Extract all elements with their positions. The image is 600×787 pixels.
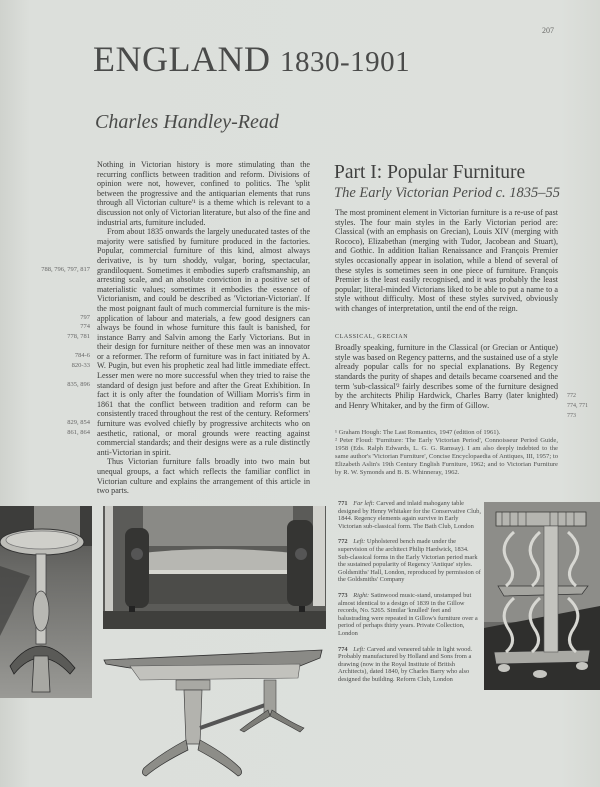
caption-text: Satinwood music-stand, unstamped but almost identical to a design of 1839 in the Gillow records, No. 5265. Similar 'knulled' feet and balustrading were repeated in Gillow's furniture over a period of perhaps thirty years. Private Collection, London <box>338 591 478 637</box>
caption-number: 774 <box>338 645 348 653</box>
footnote: ² Peter Floud: 'Furniture: The Early Victorian Period', Connoisseur Period Guide, 1958 (Eds. Ralph Edwards, L. G. G. Ramsay). I am also deeply indebted to the same author's 'Victorian Furniture', Concise Encyclopaedia of Antiques, III, 1957; to Elizabeth Aslin's 19th Century English Furniture, 1962; and to Victorian Furniture by R. W. Symonds and B. B. Whinneray, 1962. <box>335 437 558 477</box>
caption-771 <box>338 500 482 530</box>
figure-ref: 774 <box>80 323 90 330</box>
title-years: 1830-1901 <box>279 46 411 78</box>
trestle-table-illustration <box>100 636 330 784</box>
caption-position: Left: <box>353 645 366 653</box>
figure-ref: 861, 864 <box>67 429 90 436</box>
subsection-heading: CLASSICAL, GRECIAN <box>335 333 409 340</box>
caption-text: Carved and veneered table in light wood. Probably manufactured by Holland and Sons from a drawing (now in the Royal Institute of British Architects), dated 1840, by Charles Barry who also designed the building. Reform Club, London <box>338 645 473 683</box>
figure-ref: 829, 854 <box>67 419 90 426</box>
caption-774 <box>338 646 482 684</box>
figure-771-pedestal-table <box>0 506 92 698</box>
paragraph: Broadly speaking, furniture in the Classical (or Grecian or Antique) style was based on Regency patterns, and the sustained use of a style already popular calls for no special explanations. By Regency standards the purity of shapes and details became coarsened and the term 'sub-classical'² fairly describes some of the furniture designed by the architects Philip Hardwick, Charles Barry (later knighted) and Henry Whitaker, and by the firm of Gillow. <box>335 343 558 410</box>
figure-773-music-stand <box>484 502 600 690</box>
section-subtitle: The Early Victorian Period c. 1835–55 <box>334 185 561 201</box>
caption-text: Upholstered bench made under the supervision of the architect Philip Hardwick, 1834. Sub-classical forms in the Early Victorian period mark the sustained popularity of Regency 'Antique' styles. Goldsmiths' Hall, London, reproduced by permission of the Goldsmiths' Company <box>338 538 481 584</box>
footnote: ¹ Graham Hough: The Last Romantics, 1947 (edition of 1961). <box>335 429 501 436</box>
figure-774-carved-table <box>100 636 330 784</box>
caption-772 <box>338 538 482 584</box>
left-text-column <box>97 160 310 496</box>
caption-number: 771 <box>338 500 348 507</box>
author-name: Charles Handley-Read <box>95 111 279 133</box>
caption-position: Left: <box>353 538 366 546</box>
figure-ref: 773 <box>567 413 576 419</box>
right-text-column <box>335 208 558 410</box>
figure-ref: 784-6 <box>74 352 90 359</box>
figure-ref: 772 <box>567 393 576 399</box>
figure-ref: 835, 896 <box>67 381 90 388</box>
page-title <box>93 38 410 80</box>
figure-ref: 774, 771 <box>567 403 588 409</box>
figure-772-upholstered-bench <box>103 506 326 629</box>
caption-number: 773 <box>338 591 348 599</box>
caption-text: Carved and inlaid mahogany table designed by Henry Whitaker for the Conservative Club, 1844. Regency elements again survive in Early Victorian sub-classical form. The Bath Club, London <box>338 500 481 530</box>
footnotes <box>335 429 558 478</box>
paragraph: The most prominent element in Victorian furniture is a re-use of past styles. The four main styles in the Early Victorian period are: Classical (with an emphasis on Grecian), Louis XIV (merging with Rococo), Elizabethan (merging with Tudor, Jacobean and Stuart), and Gothic. In addition Italian Renaissance and François Premier styles occasionally appear in isolation, while a blend of several of these styles is sometimes seen in one piece of furniture. François Premier is the least easily recognised, and it was probably the least popular; literal-minded Victorians liked to be able to put a name to a style without difficulty. Most of these styles survived, obviously with changes of interpretation, until the end of the reign. <box>335 208 558 313</box>
paragraph: Thus Victorian furniture falls broadly into two main but unequal groups, a fact which reflects the familiar conflict in Victorian culture and explains the arrangement of this article in two parts. <box>97 457 310 496</box>
paragraph: From about 1835 onwards the largely uneducated tastes of the majority were satisfied by furniture produced in the factories. Popular, commercial furniture of this kind, almost always derivative, is by turn shoddy, vulgar, boring, spectacular, grandiloquent. Sometimes it embodies superb craftsmanship, an arresting scale, and an absolute conviction in a positive set of materialistic values; sometimes it embodies the essence of Victorianism, and could be described as 'Victorian-Victorian'. If the most poignant fault of much commercial furniture is the mis-application of labour and materials, a few good designers can always be found in whose furniture this fault is banished, for instance Barry and Salvin among the Early Victorians. But in their design for furniture neither of these men was an innovator or a reformer. The reform of furniture was in fact initiated by A. W. Pugin, but even his prophetic zeal had little immediate effect. Lesser men were no more successful when they tried to raise the standard of design just before and after the Great Exhibition. In fact it is only after the foundation of William Morris's firm in 1861 that the conflict between tradition and reform can be consistently traced throughout the rest of the century. Reformers' furniture was evolved chiefly by progressive architects who on aesthetic, rational, or moral grounds were reacting against commercial standards; and their designs were as a rule distinctly anti-Victorian in spirit. <box>97 227 310 457</box>
caption-number: 772 <box>338 538 348 546</box>
caption-position: Far left: <box>353 500 375 507</box>
figure-ref: 820-33 <box>71 362 90 369</box>
figure-ref: 778, 781 <box>67 333 90 340</box>
title-text: ENGLAND <box>93 39 271 79</box>
figure-ref: 797 <box>80 314 90 321</box>
pedestal-table-illustration <box>0 506 92 698</box>
page-number: 207 <box>542 26 554 35</box>
figure-captions <box>338 500 482 691</box>
music-stand-illustration <box>484 502 600 690</box>
section-title: Part I: Popular Furniture <box>334 162 526 183</box>
figure-ref: 788, 796, 797, 817 <box>41 266 90 273</box>
caption-position: Right: <box>353 591 370 599</box>
bench-illustration <box>103 506 326 629</box>
caption-773 <box>338 592 482 638</box>
paragraph: Nothing in Victorian history is more stimulating than the recurring conflicts between tradition and reform. Divisions of opinion were not, however, confined to politics. The 'split between the progressive and the antiquarian elements that runs through all Victorian culture'¹ is a theme which is relevant to a discussion not only of Victorian literature, but also of the fine and industrial arts, furniture included. <box>97 160 310 227</box>
